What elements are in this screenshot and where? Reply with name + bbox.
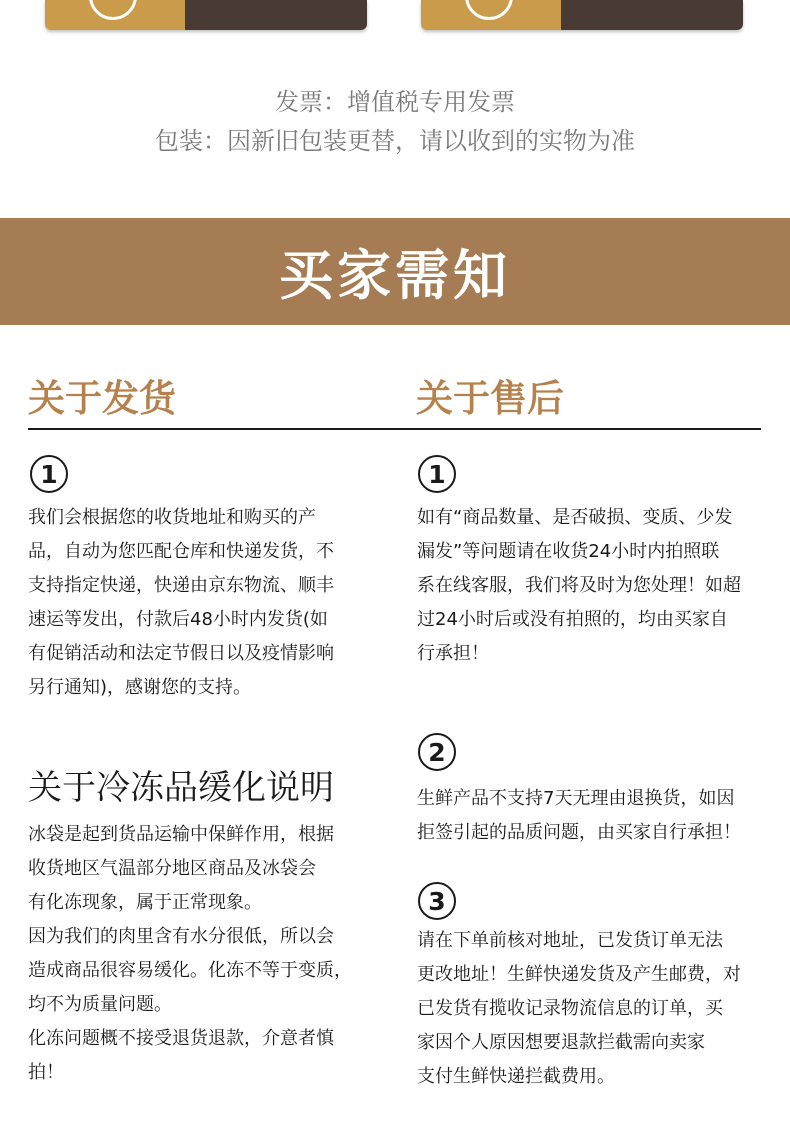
paragraph-line: 收货地区气温部分地区商品及冰袋会 <box>28 858 316 879</box>
aftersale-number-badge-2: 2 <box>418 733 456 771</box>
paragraph-line: 化冻问题概不接受退货退款，介意者慎 <box>28 1028 334 1049</box>
aftersale-paragraph-2 <box>417 782 762 850</box>
paragraph-line: 造成商品很容易缓化。化冻不等于变质， <box>28 960 352 981</box>
paragraph-line: 拍！ <box>28 1062 64 1083</box>
paragraph-line: 系在线客服，我们将及时为您处理！如超 <box>417 575 741 596</box>
paragraph-line: 支持指定快递，快递由京东物流、顺丰 <box>28 575 334 596</box>
paragraph-line: 请在下单前核对地址，已发货订单无法 <box>417 930 723 951</box>
frozen-section-title: 关于冷冻品缓化说明 <box>28 768 334 808</box>
paragraph-line: 拒签引起的品质问题，由买家自行承担！ <box>417 822 741 843</box>
buyer-notice-banner <box>0 218 790 325</box>
shipping-number-badge: 1 <box>30 455 68 493</box>
aftersale-heading: 关于售后 <box>416 377 564 420</box>
aftersale-paragraph-3 <box>417 924 762 1094</box>
paragraph-line: 均不为质量问题。 <box>28 994 172 1015</box>
button-gold-panel <box>45 0 185 30</box>
banner-title: 买家需知 <box>279 244 511 307</box>
paragraph-line: 如有“商品数量、是否破损、变质、少发 <box>417 507 733 528</box>
paragraph-line: 支付生鲜快递拦截费用。 <box>417 1066 615 1087</box>
invoice-info: 发票：增值税专用发票 <box>275 88 515 116</box>
paragraph-line: 有促销活动和法定节假日以及疫情影响 <box>28 643 334 664</box>
paragraph-line: 生鲜产品不支持7天无理由退换货，如因 <box>417 788 735 809</box>
aftersale-number-badge-3: 3 <box>418 882 456 920</box>
paragraph-line: 更改地址！生鲜快递发货及产生邮费，对 <box>417 964 741 985</box>
paragraph-line: 因为我们的肉里含有水分很低，所以会 <box>28 926 334 947</box>
packaging-info: 包装：因新旧包装更替，请以收到的实物为准 <box>155 127 635 155</box>
paragraph-line: 已发货有揽收记录物流信息的订单，买 <box>417 998 723 1019</box>
button-gold-panel <box>421 0 561 30</box>
button-brown-panel <box>561 0 743 30</box>
paragraph-line: 速运等发出，付款后48小时内发货(如 <box>28 609 328 630</box>
paragraph-line: 另行通知)，感谢您的支持。 <box>28 677 252 698</box>
shipping-heading: 关于发货 <box>28 377 176 420</box>
frozen-paragraph <box>28 818 373 1090</box>
top-left-button[interactable] <box>45 0 367 30</box>
paragraph-line: 冰袋是起到货品运输中保鲜作用，根据 <box>28 824 334 845</box>
aftersale-number-badge-1: 1 <box>418 455 456 493</box>
top-right-button[interactable] <box>421 0 743 30</box>
paragraph-line: 过24小时后或没有拍照的，均由买家自 <box>417 609 728 630</box>
paragraph-line: 行承担！ <box>417 643 489 664</box>
paragraph-line: 我们会根据您的收货地址和购买的产 <box>28 507 316 528</box>
button-brown-panel <box>185 0 367 30</box>
paragraph-line: 有化冻现象，属于正常现象。 <box>28 892 262 913</box>
paragraph-line: 家因个人原因想要退款拦截需向卖家 <box>417 1032 705 1053</box>
section-divider <box>28 428 761 430</box>
aftersale-paragraph-1 <box>417 501 762 671</box>
paragraph-line: 漏发”等问题请在收货24小时内拍照联 <box>417 541 720 562</box>
paragraph-line: 品，自动为您匹配仓库和快递发货，不 <box>28 541 334 562</box>
shipping-paragraph <box>28 501 373 705</box>
